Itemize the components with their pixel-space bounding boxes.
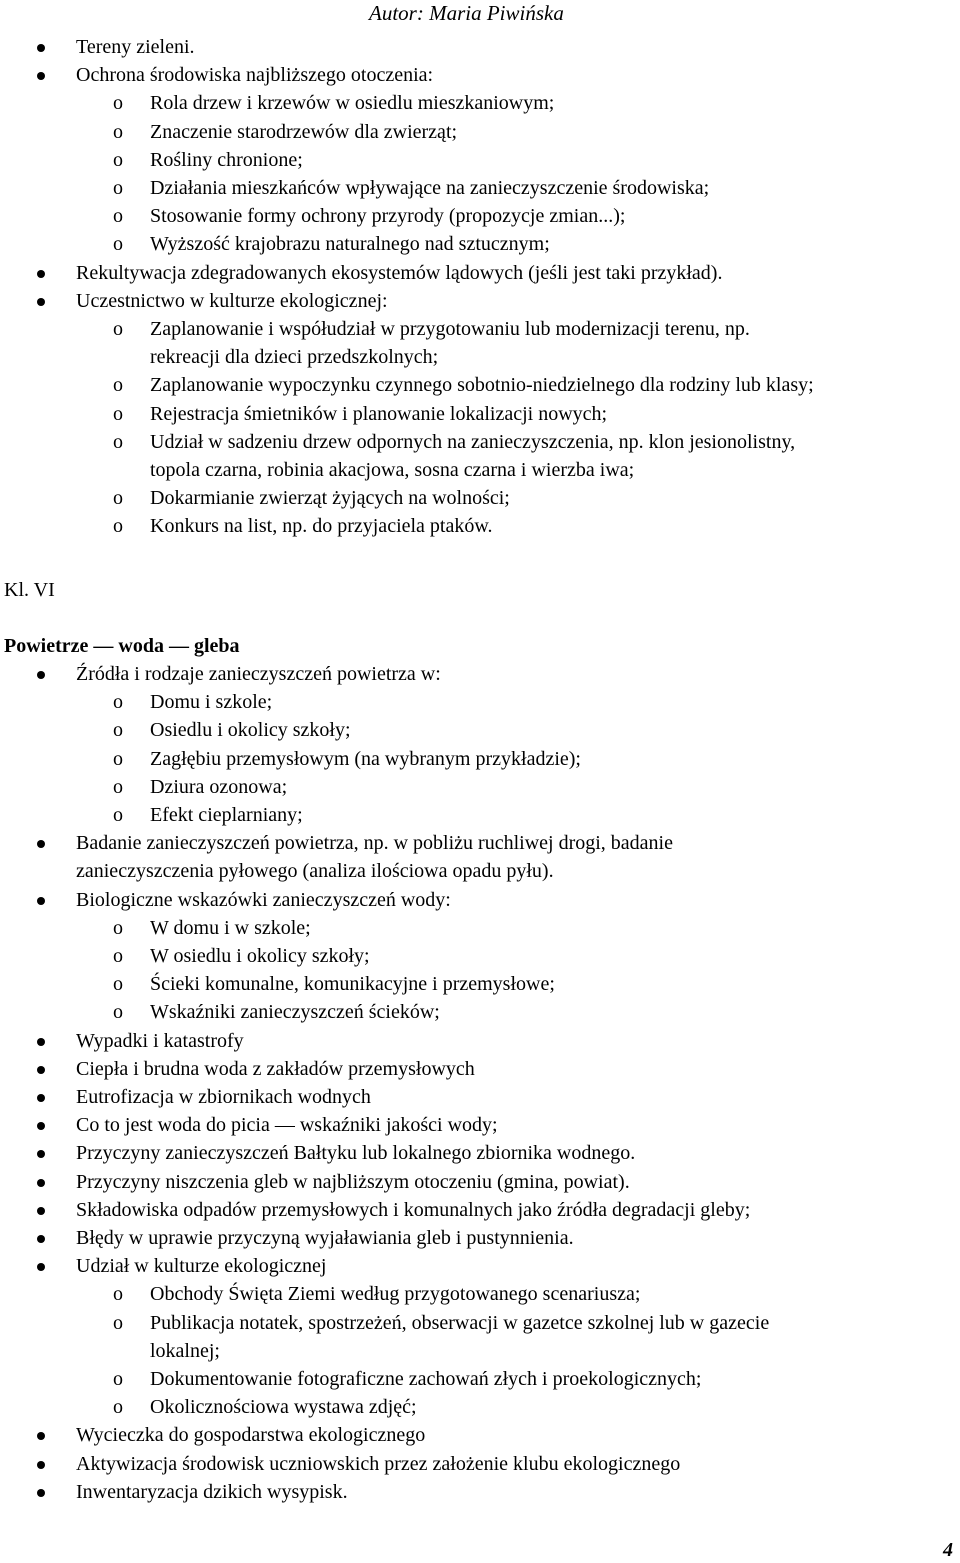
page-number: 4 xyxy=(943,1539,953,1561)
item-text: Działania mieszkańców wpływające na zanieczyszczenie środowiska; xyxy=(150,177,710,199)
sub-bullet-marker: o xyxy=(113,402,123,425)
item-text: W domu i w szkole; xyxy=(150,916,311,939)
item-text: Publikacja notatek, spostrzeżeń, obserwacji w gazetce szkolnej lub w gazecie xyxy=(150,1311,770,1334)
item-text: Tereny zieleni. xyxy=(76,36,195,58)
item-text: Ochrona środowiska najbliższego otoczenia: xyxy=(76,64,434,87)
bullet-dot-icon xyxy=(37,1235,45,1243)
item-text: Biologiczne wskazówki zanieczyszczeń wody: xyxy=(76,888,451,911)
bullet-dot-icon xyxy=(37,897,45,905)
sub-bullet-marker: o xyxy=(113,120,123,143)
item-text: Rejestracja śmietników i planowanie lokalizacji nowych; xyxy=(150,402,608,425)
bullet-dot-icon xyxy=(37,1207,45,1215)
item-text: Badanie zanieczyszczeń powietrza, np. w pobliżu ruchliwej drogi, badanie xyxy=(76,832,673,855)
sub-bullet-marker: o xyxy=(113,515,123,538)
section-2-heading: Powietrze — woda — gleba xyxy=(4,635,240,657)
bullet-dot-icon xyxy=(37,72,45,80)
item-text: Przyczyny niszczenia gleb w najbliższym otoczeniu (gmina, powiat). xyxy=(76,1170,630,1193)
item-text: Rola drzew i krzewów w osiedlu mieszkaniowym; xyxy=(150,92,555,115)
bullet-dot-icon xyxy=(37,1122,45,1130)
item-text: Domu i szkole; xyxy=(150,691,273,714)
item-text: Zaplanowanie i współudział w przygotowaniu lub modernizacji terenu, np. xyxy=(150,318,750,340)
item-text: Eutrofizacja w zbiornikach wodnych xyxy=(76,1086,371,1108)
bullet-dot-icon xyxy=(37,840,45,848)
item-text: Aktywizacja środowisk uczniowskich przez założenie klubu ekologicznego xyxy=(76,1452,681,1475)
item-text: Wyższość krajobrazu naturalnego nad sztucznym; xyxy=(150,233,550,256)
sub-bullet-marker: o xyxy=(113,1311,123,1334)
bullet-dot-icon xyxy=(37,671,45,679)
sub-bullet-marker: o xyxy=(113,487,123,510)
bullet-dot-icon xyxy=(37,1263,45,1271)
sub-bullet-marker: o xyxy=(113,92,123,115)
bullet-dot-icon xyxy=(37,270,45,278)
sub-bullet-marker: o xyxy=(113,804,123,826)
item-text: Obchody Święta Ziemi według przygotowanego scenariusza; xyxy=(150,1283,641,1306)
item-text: W osiedlu i okolicy szkoły; xyxy=(150,945,370,967)
sub-bullet-marker: o xyxy=(113,1283,123,1306)
item-text: Co to jest woda do picia — wskaźniki jakości wody; xyxy=(76,1114,498,1137)
item-text: rekreacji dla dzieci przedszkolnych; xyxy=(150,346,439,369)
bullet-dot-icon xyxy=(37,1489,45,1497)
item-text: Efekt cieplarniany; xyxy=(150,804,303,826)
sub-bullet-marker: o xyxy=(113,691,123,714)
sub-bullet-marker: o xyxy=(113,1396,123,1419)
sub-bullet-marker: o xyxy=(113,775,123,798)
sub-bullet-marker: o xyxy=(113,916,123,939)
item-text: Rośliny chronione; xyxy=(150,148,303,171)
item-text: Ścieki komunalne, komunikacyjne i przemysłowe; xyxy=(150,973,555,996)
bullet-dot-icon xyxy=(37,44,45,52)
bullet-dot-icon xyxy=(37,1461,45,1469)
item-text: Dokarmianie zwierząt żyjących na wolności; xyxy=(150,487,510,510)
sub-bullet-marker: o xyxy=(113,945,123,967)
item-text: Konkurs na list, np. do przyjaciela ptaków. xyxy=(150,515,493,538)
sub-bullet-marker: o xyxy=(113,374,123,397)
item-text: Udział w kulturze ekologicznej xyxy=(76,1255,327,1278)
sub-bullet-marker: o xyxy=(113,233,123,256)
bullet-dot-icon xyxy=(37,1094,45,1102)
item-text: Zaplanowanie wypoczynku czynnego sobotnio-niedzielnego dla rodziny lub klasy; xyxy=(150,374,814,397)
bullet-dot-icon xyxy=(37,1038,45,1046)
sub-bullet-marker: o xyxy=(113,318,123,340)
item-text: Stosowanie formy ochrony przyrody (propozycje zmian...); xyxy=(150,205,626,228)
class-label: Kl. VI xyxy=(4,579,55,601)
item-text: Wskaźniki zanieczyszczeń ścieków; xyxy=(150,1001,440,1024)
item-text: Inwentaryzacja dzikich wysypisk. xyxy=(76,1480,348,1503)
item-text: Dokumentowanie fotograficzne zachowań złych i proekologicznych; xyxy=(150,1368,702,1390)
bullet-dot-icon xyxy=(37,298,45,306)
sub-bullet-marker: o xyxy=(113,205,123,228)
item-text: Okolicznościowa wystawa zdjęć; xyxy=(150,1396,417,1419)
item-text: Składowiska odpadów przemysłowych i komunalnych jako źródła degradacji gleby; xyxy=(76,1198,751,1221)
bullet-dot-icon xyxy=(37,1179,45,1187)
sub-bullet-marker: o xyxy=(113,973,123,996)
item-text: Rekultywacja zdegradowanych ekosystemów lądowych (jeśli jest taki przykład). xyxy=(76,261,723,284)
item-text: Błędy w uprawie przyczyną wyjaławiania gleb i pustynnienia. xyxy=(76,1227,574,1249)
item-text: Uczestnictwo w kulturze ekologicznej: xyxy=(76,289,388,312)
item-text: Przyczyny zanieczyszczeń Bałtyku lub lokalnego zbiornika wodnego. xyxy=(76,1142,636,1165)
item-text: Osiedlu i okolicy szkoły; xyxy=(150,719,351,742)
item-text: topola czarna, robinia akacjowa, sosna czarna i wierzba iwa; xyxy=(150,459,635,481)
sub-bullet-marker: o xyxy=(113,1368,123,1390)
sub-bullet-marker: o xyxy=(113,1001,123,1024)
sub-bullet-marker: o xyxy=(113,719,123,742)
item-text: Wycieczka do gospodarstwa ekologicznego xyxy=(76,1424,426,1447)
sub-bullet-marker: o xyxy=(113,148,123,171)
item-text: Dziura ozonowa; xyxy=(150,775,288,798)
item-text: Znaczenie starodrzewów dla zwierząt; xyxy=(150,120,458,143)
item-text: Zagłębiu przemysłowym (na wybranym przykładzie); xyxy=(150,747,581,770)
sub-bullet-marker: o xyxy=(113,747,123,770)
item-text: zanieczyszczenia pyłowego (analiza ilościowa opadu pyłu). xyxy=(76,860,554,883)
item-text: Wypadki i katastrofy xyxy=(76,1029,244,1052)
author-line: Autor: Maria Piwińska xyxy=(369,1,564,25)
bullet-dot-icon xyxy=(37,1066,45,1074)
item-text: Udział w sadzeniu drzew odpornych na zanieczyszczenia, np. klon jesionolistny, xyxy=(150,430,796,453)
sub-bullet-marker: o xyxy=(113,177,123,199)
item-text: Źródła i rodzaje zanieczyszczeń powietrza w: xyxy=(76,663,441,685)
item-text: Ciepła i brudna woda z zakładów przemysłowych xyxy=(76,1057,475,1080)
bullet-dot-icon xyxy=(37,1432,45,1440)
item-text: lokalnej; xyxy=(150,1339,220,1362)
sub-bullet-marker: o xyxy=(113,430,123,453)
bullet-dot-icon xyxy=(37,1150,45,1158)
